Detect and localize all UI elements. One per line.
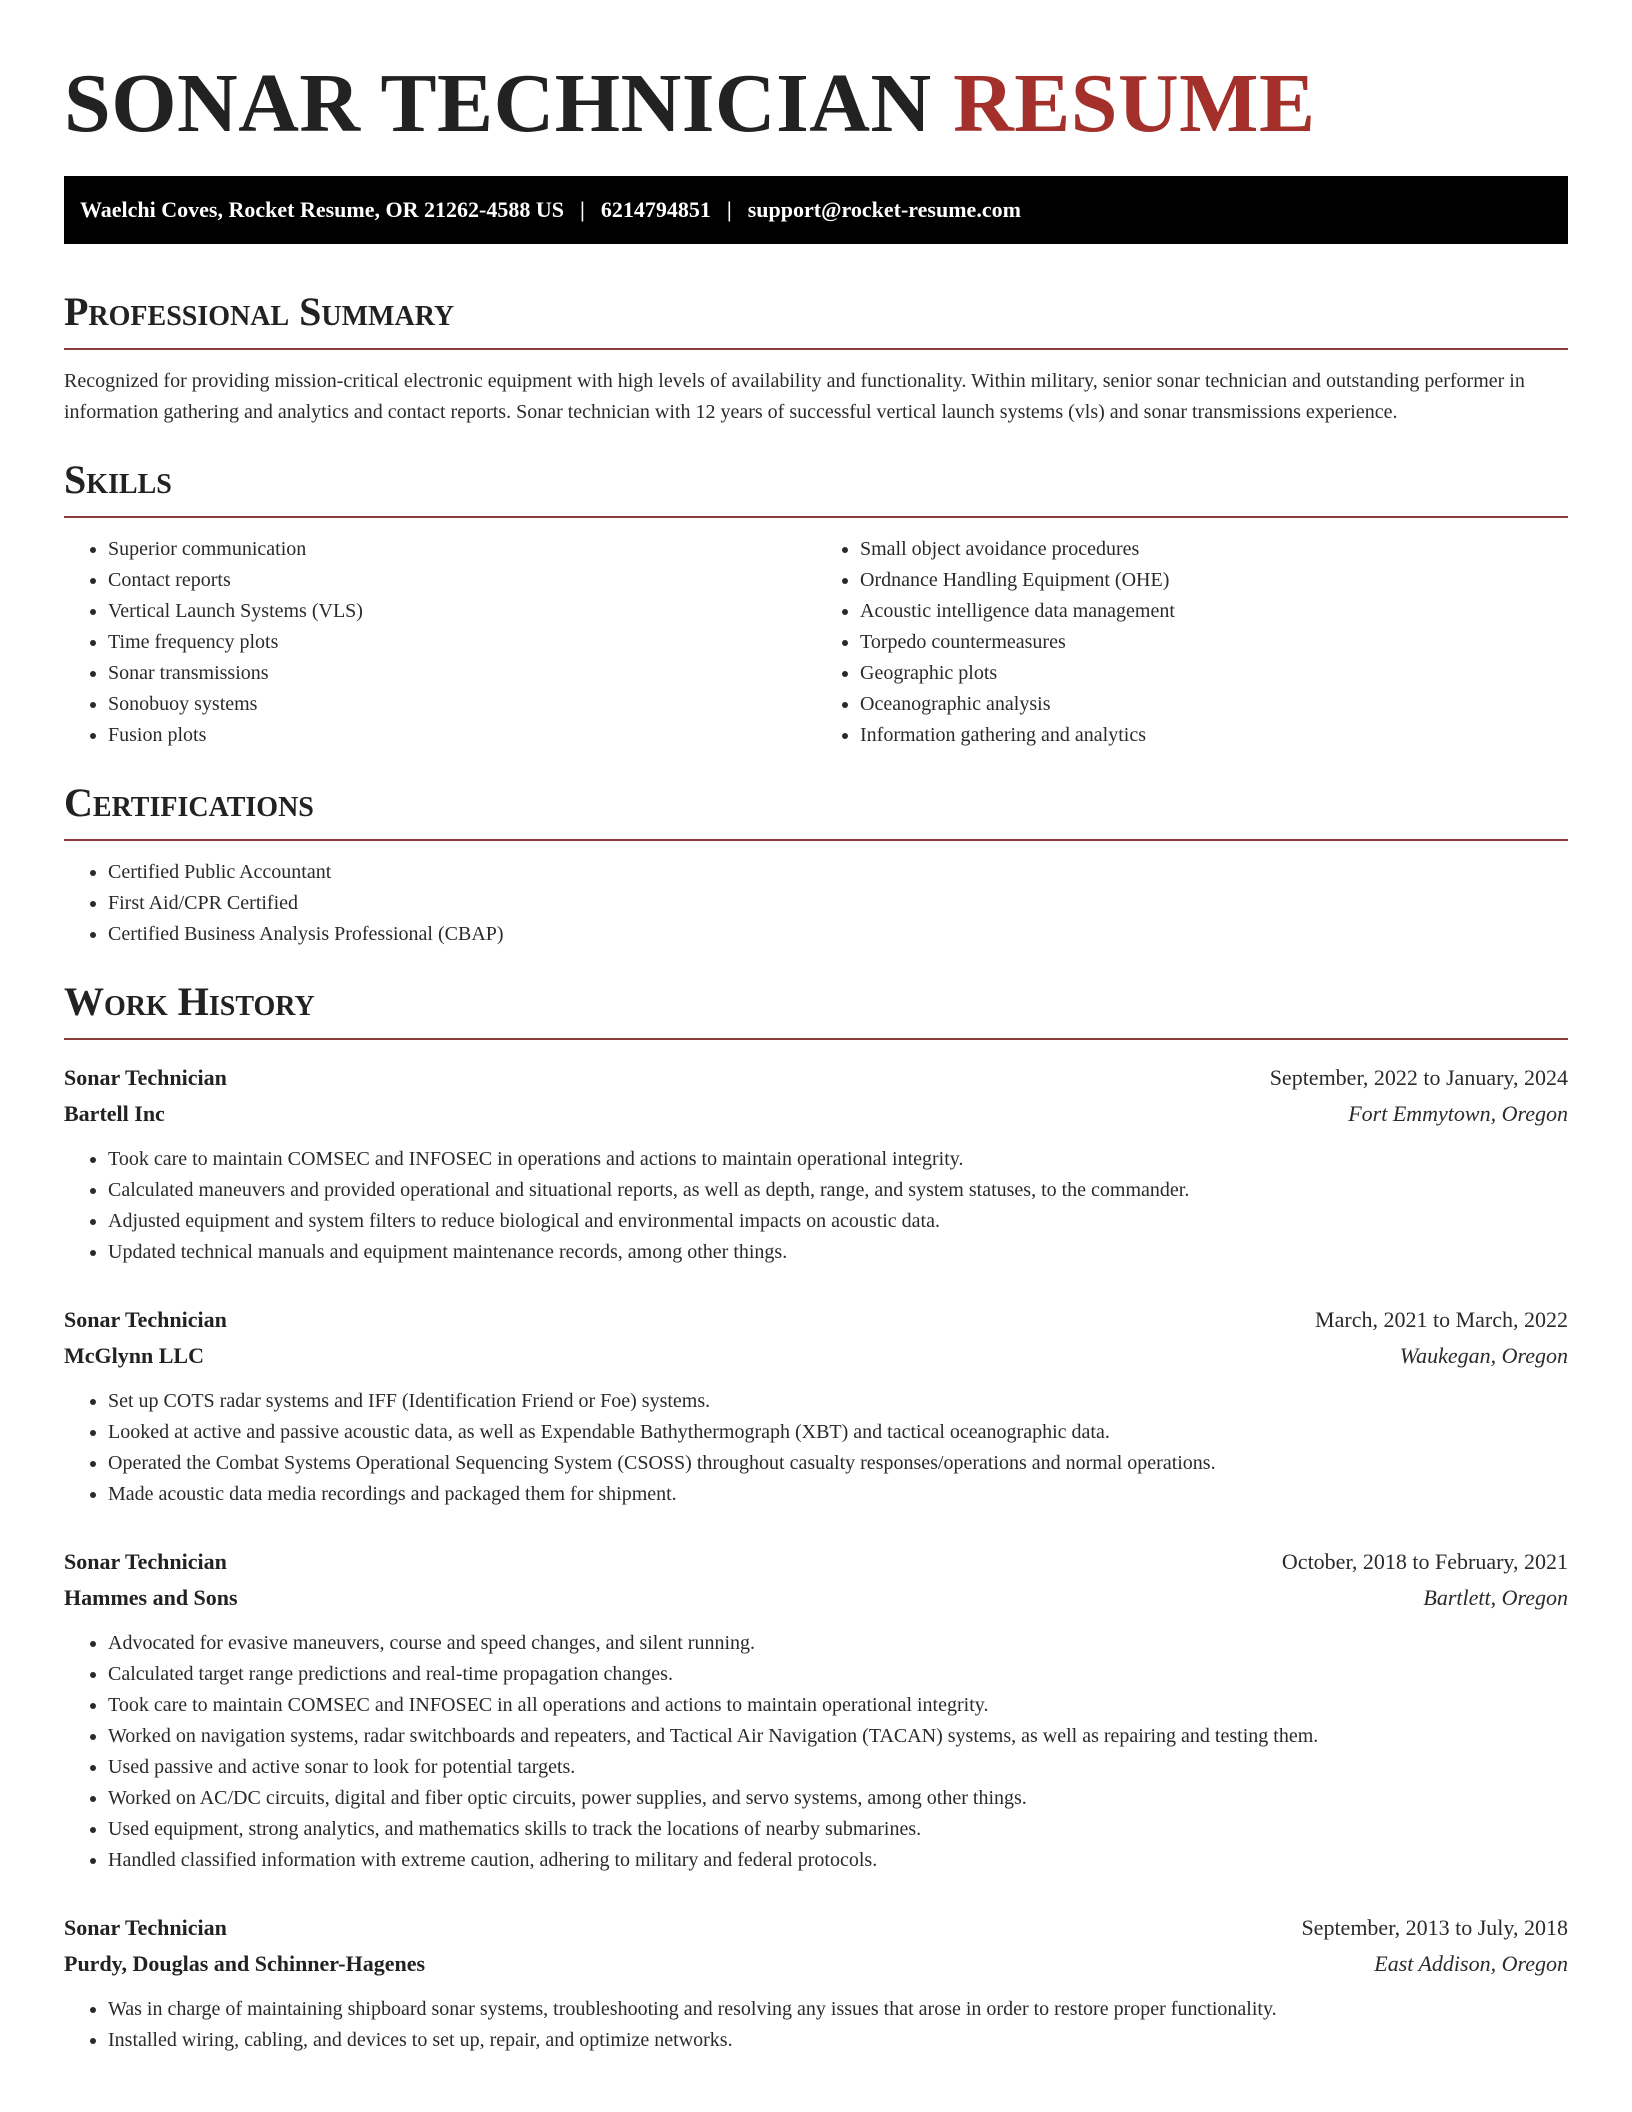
job-subheader-row [64,1946,1568,1982]
job-bullet: • Used equipment, strong analytics, and mathematics skills to track the locations of nearby submarines. [108,1814,1568,1845]
job-bullet: • Set up COTS radar systems and IFF (Identification Friend or Foe) systems. [108,1386,1568,1417]
certifications-section [64,779,1568,950]
job-entry [64,1060,1568,1268]
job-title: Sonar Technician [64,1065,227,1090]
job-dates: March, 2021 to March, 2022 [1315,1307,1568,1332]
job-subheader-row [64,1338,1568,1374]
job-location: Bartlett, Oregon [1423,1585,1568,1610]
skills-heading: Skills [64,456,1568,518]
job-bullet: • Worked on AC/DC circuits, digital and fiber optic circuits, power supplies, and servo systems, among other things. [108,1783,1568,1814]
job-company: Purdy, Douglas and Schinner-Hagenes [64,1951,426,1976]
resume-title [64,0,1568,152]
work-history-heading: Work History [64,978,1568,1040]
contact-separator: | [726,197,732,222]
certifications-list [64,857,1568,950]
job-title: Sonar Technician [64,1549,227,1574]
skills-list-right [816,534,1568,751]
skill-item: • Information gathering and analytics [860,720,1568,751]
skill-item: • Sonar transmissions [108,658,816,689]
job-header-row [64,1060,1568,1096]
skill-item: • Superior communication [108,534,816,565]
job-dates: September, 2013 to July, 2018 [1301,1915,1568,1940]
job-bullet: • Advocated for evasive maneuvers, course and speed changes, and silent running. [108,1628,1568,1659]
job-bullet: • Took care to maintain COMSEC and INFOSEC in all operations and actions to maintain operational integrity. [108,1690,1568,1721]
certification-item: • First Aid/CPR Certified [108,888,1568,919]
title-main: SONAR TECHNICIAN [64,57,932,150]
job-bullet: • Calculated target range predictions and real-time propagation changes. [108,1659,1568,1690]
job-entry [64,1910,1568,2056]
job-subheader-row [64,1580,1568,1616]
title-accent: RESUME [953,57,1316,150]
job-header-row [64,1302,1568,1338]
job-header-row [64,1544,1568,1580]
skill-item: • Vertical Launch Systems (VLS) [108,596,816,627]
job-bullet: • Installed wiring, cabling, and devices to set up, repair, and optimize networks. [108,2025,1568,2056]
certifications-heading: Certifications [64,779,1568,841]
job-location: Fort Emmytown, Oregon [1348,1101,1568,1126]
job-title: Sonar Technician [64,1307,227,1332]
job-bullet: • Looked at active and passive acoustic data, as well as Expendable Bathythermograph (XBT) and tactical oceanographic data. [108,1417,1568,1448]
job-bullet: • Worked on navigation systems, radar switchboards and repeaters, and Tactical Air Navigation (TACAN) systems, as well as repairing and testing them. [108,1721,1568,1752]
job-title: Sonar Technician [64,1915,227,1940]
contact-address: Waelchi Coves, Rocket Resume, OR 21262-4588 US [80,197,564,222]
job-dates: October, 2018 to February, 2021 [1281,1549,1568,1574]
skill-item: • Acoustic intelligence data management [860,596,1568,627]
contact-bar [64,176,1568,244]
job-header-row [64,1910,1568,1946]
skills-grid [64,534,1568,751]
contact-email: support@rocket-resume.com [747,197,1021,222]
job-bullet: • Made acoustic data media recordings and packaged them for shipment. [108,1479,1568,1510]
work-history-section [64,978,1568,2056]
skill-item: • Small object avoidance procedures [860,534,1568,565]
job-company: Bartell Inc [64,1101,165,1126]
skill-item: • Time frequency plots [108,627,816,658]
skill-item: • Contact reports [108,565,816,596]
skills-section [64,456,1568,751]
contact-phone: 6214794851 [600,197,711,222]
summary-heading: Professional Summary [64,288,1568,350]
skill-item: • Torpedo countermeasures [860,627,1568,658]
job-location: Waukegan, Oregon [1399,1343,1568,1368]
job-entry [64,1302,1568,1510]
job-bullet: • Was in charge of maintaining shipboard sonar systems, troubleshooting and resolving any issues that arose in order to restore proper functionality. [108,1994,1568,2025]
job-bullets [64,1628,1568,1876]
job-bullet: • Operated the Combat Systems Operational Sequencing System (CSOSS) throughout casualty responses/operations and normal operations. [108,1448,1568,1479]
job-bullets [64,1144,1568,1268]
certification-item: • Certified Public Accountant [108,857,1568,888]
skill-item: • Ordnance Handling Equipment (OHE) [860,565,1568,596]
skill-item: • Fusion plots [108,720,816,751]
job-subheader-row [64,1096,1568,1132]
job-bullet: • Handled classified information with extreme caution, adhering to military and federal protocols. [108,1845,1568,1876]
contact-separator: | [579,197,585,222]
job-bullet: • Took care to maintain COMSEC and INFOSEC in operations and actions to maintain operational integrity. [108,1144,1568,1175]
job-bullet: • Used passive and active sonar to look for potential targets. [108,1752,1568,1783]
job-bullets [64,1386,1568,1510]
job-bullet: • Adjusted equipment and system filters to reduce biological and environmental impacts on acoustic data. [108,1206,1568,1237]
summary-text: Recognized for providing mission-critical electronic equipment with high levels of availability and functionality. Within military, senior sonar technician and outstanding performer in information gathering and analytics and contact reports. Sonar technician with 12 years of successful vertical launch systems (vls) and sonar transmissions experience. [64,370,1525,423]
job-location: East Addison, Oregon [1374,1951,1568,1976]
job-company: Hammes and Sons [64,1585,238,1610]
skill-item: • Sonobuoy systems [108,689,816,720]
skills-list-left [64,534,816,751]
job-bullets [64,1994,1568,2056]
job-bullet: • Calculated maneuvers and provided operational and situational reports, as well as depth, range, and system statuses, to the commander. [108,1175,1568,1206]
job-entry [64,1544,1568,1876]
job-bullet: • Updated technical manuals and equipment maintenance records, among other things. [108,1237,1568,1268]
job-company: McGlynn LLC [64,1343,204,1368]
job-dates: September, 2022 to January, 2024 [1269,1065,1568,1090]
summary-section [64,288,1568,428]
skill-item: • Oceanographic analysis [860,689,1568,720]
skill-item: • Geographic plots [860,658,1568,689]
certification-item: • Certified Business Analysis Professional (CBAP) [108,919,1568,950]
